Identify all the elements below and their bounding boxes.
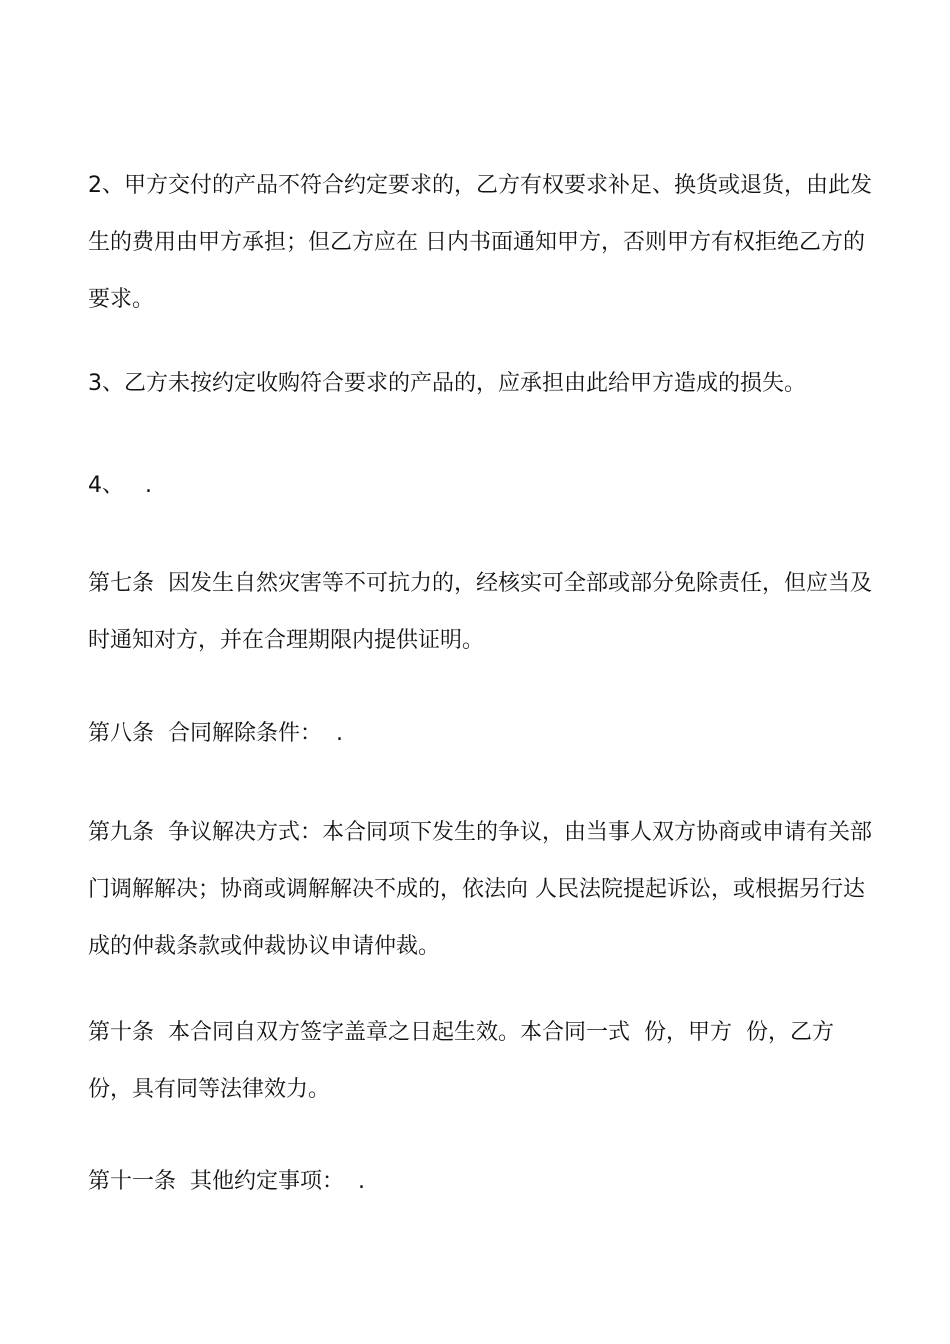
clause-6-item-3: 3、乙方未按约定收购符合要求的产品的，应承担由此给甲方造成的损失。 xyxy=(88,371,806,396)
article-11: 第十一条 其他约定事项： . xyxy=(88,1169,365,1194)
article-7: 第七条 因发生自然灾害等不可抗力的，经核实可全部或部分免除责任，但应当及时通知对方，并在合理期限内提供证明。 xyxy=(88,571,872,653)
article-10: 第十条 本合同自双方签字盖章之日起生效。本合同一式 份，甲方 份，乙方 份，具有同等法律效力。 xyxy=(88,1020,848,1102)
article-9: 第九条 争议解决方式：本合同项下发生的争议，由当事人双方协商或申请有关部门调解解决；协商或调解解决不成的，依法向 人民法院提起诉讼，或根据另行达成的仲裁条款或仲裁协议申请仲裁。 xyxy=(88,820,872,959)
clause-6-item-2: 2、甲方交付的产品不符合约定要求的，乙方有权要求补足、换货或退货，由此发生的费用由甲方承担；但乙方应在 日内书面通知甲方，否则甲方有权拒绝乙方的要求。 xyxy=(88,173,872,312)
clause-6-item-4: 4、 . xyxy=(88,473,152,498)
article-8: 第八条 合同解除条件： . xyxy=(88,721,343,746)
